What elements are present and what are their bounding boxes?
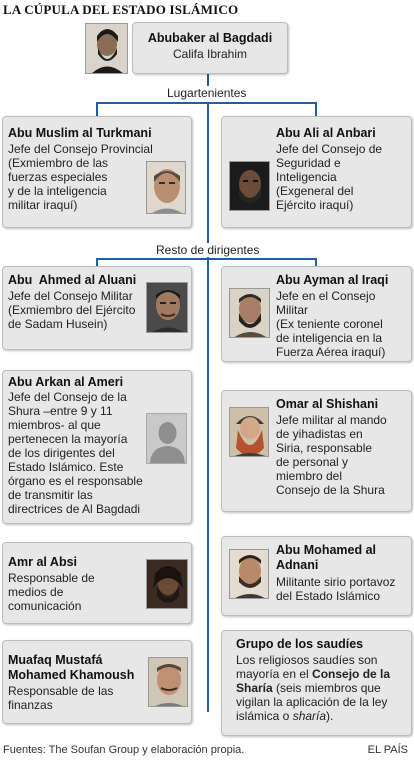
person-description: Jefe del Consejo Militar (Exmiembro del Ejército de Sadam Husein)	[8, 289, 136, 331]
person-name: Abu Ahmed al Aluani	[8, 273, 137, 287]
placeholder-person-icon	[146, 413, 187, 464]
person-photo	[146, 282, 188, 333]
card-grupo-de-los-saudies	[221, 630, 412, 736]
person-description: Militante sirio portavoz del Estado Islámico	[276, 575, 396, 603]
section-label-others: Resto de dirigentes	[153, 243, 262, 257]
connector-others-bar	[96, 258, 317, 260]
card-abu-muslim-al-turkmani	[2, 116, 192, 228]
person-photo	[229, 407, 269, 457]
person-description: Los religiosos saudíes son mayoría en el Consejo de la Sharía (seis miembros que vigilan la aplicación de la ley islámica o sharía).	[236, 653, 391, 723]
connector-left-drop	[96, 102, 98, 116]
person-description: Jefe en el Consejo Militar (Ex teniente coronel de inteligencia en la Fuerza Aérea iraquí)	[276, 289, 386, 359]
leader-role: Califa Ibrahim	[172, 47, 248, 61]
person-name: Abu Arkan al Ameri	[8, 375, 124, 389]
source-note: Fuentes: The Soufan Group y elaboración propia.	[3, 744, 245, 756]
person-name: Omar al Shishani	[276, 397, 379, 411]
person-photo	[229, 549, 269, 599]
card-abu-arkan-al-ameri	[2, 370, 192, 524]
person-name: Muafaq Mustafá Mohamed Khamoush	[8, 653, 135, 682]
person-photo	[229, 288, 270, 338]
card-abu-ayman-al-iraqi	[221, 266, 412, 362]
card-muafaq-mustafa-mohamed-khamoush	[2, 640, 192, 724]
person-description: Jefe del Consejo Provincial (Exmiembro de las fuerzas especiales y de la inteligencia militar iraquí)	[8, 142, 153, 212]
person-photo	[146, 161, 186, 214]
leader-photo	[85, 23, 128, 74]
person-name: Abu Ayman al Iraqi	[276, 273, 389, 287]
connector-right-drop	[315, 102, 317, 116]
person-photo	[148, 657, 188, 707]
person-name: Abu Muslim al Turkmani	[8, 126, 152, 140]
card-amr-al-absi	[2, 542, 192, 624]
leader-card	[132, 22, 288, 74]
person-description: Responsable de las finanzas	[8, 684, 114, 712]
person-description: Jefe militar al mando de yihadistas en Siria, responsable de personal y miembro del Consejo de la Shura	[276, 413, 387, 497]
person-name: Abu Ali al Anbari	[276, 126, 376, 140]
person-name: Grupo de los saudíes	[236, 637, 364, 651]
card-abu-ahmed-al-aluani	[2, 266, 192, 350]
card-omar-al-shishani	[221, 390, 412, 512]
card-abu-mohamed-al-adnani	[221, 536, 412, 616]
person-photo	[146, 559, 188, 609]
brand-label: EL PAÍS	[367, 744, 408, 756]
person-name: Abu Mohamed al Adnani	[276, 543, 377, 572]
section-label-lieutenants: Lugartenientes	[164, 86, 249, 100]
page-title: LA CÚPULA DEL ESTADO ISLÁMICO	[3, 2, 239, 17]
card-abu-ali-al-anbari	[221, 116, 412, 228]
person-description: Jefe del Consejo de la Shura –entre 9 y 11 miembros- al que pertenecen la mayoría de los dirigentes del Estado Islámico. Este órgano es el responsable de transmitir las directrices de Al Bagdadi	[8, 390, 143, 516]
person-photo	[229, 161, 270, 211]
leader-name: Abubaker al Bagdadi	[147, 31, 273, 45]
connector-main-spine	[207, 102, 209, 712]
person-description: Responsable de medios de comunicación	[8, 571, 95, 613]
person-description: Jefe del Consejo de Seguridad e Inteligencia (Exgeneral del Ejército iraquí)	[276, 142, 383, 212]
person-name: Amr al Absi	[8, 555, 78, 569]
